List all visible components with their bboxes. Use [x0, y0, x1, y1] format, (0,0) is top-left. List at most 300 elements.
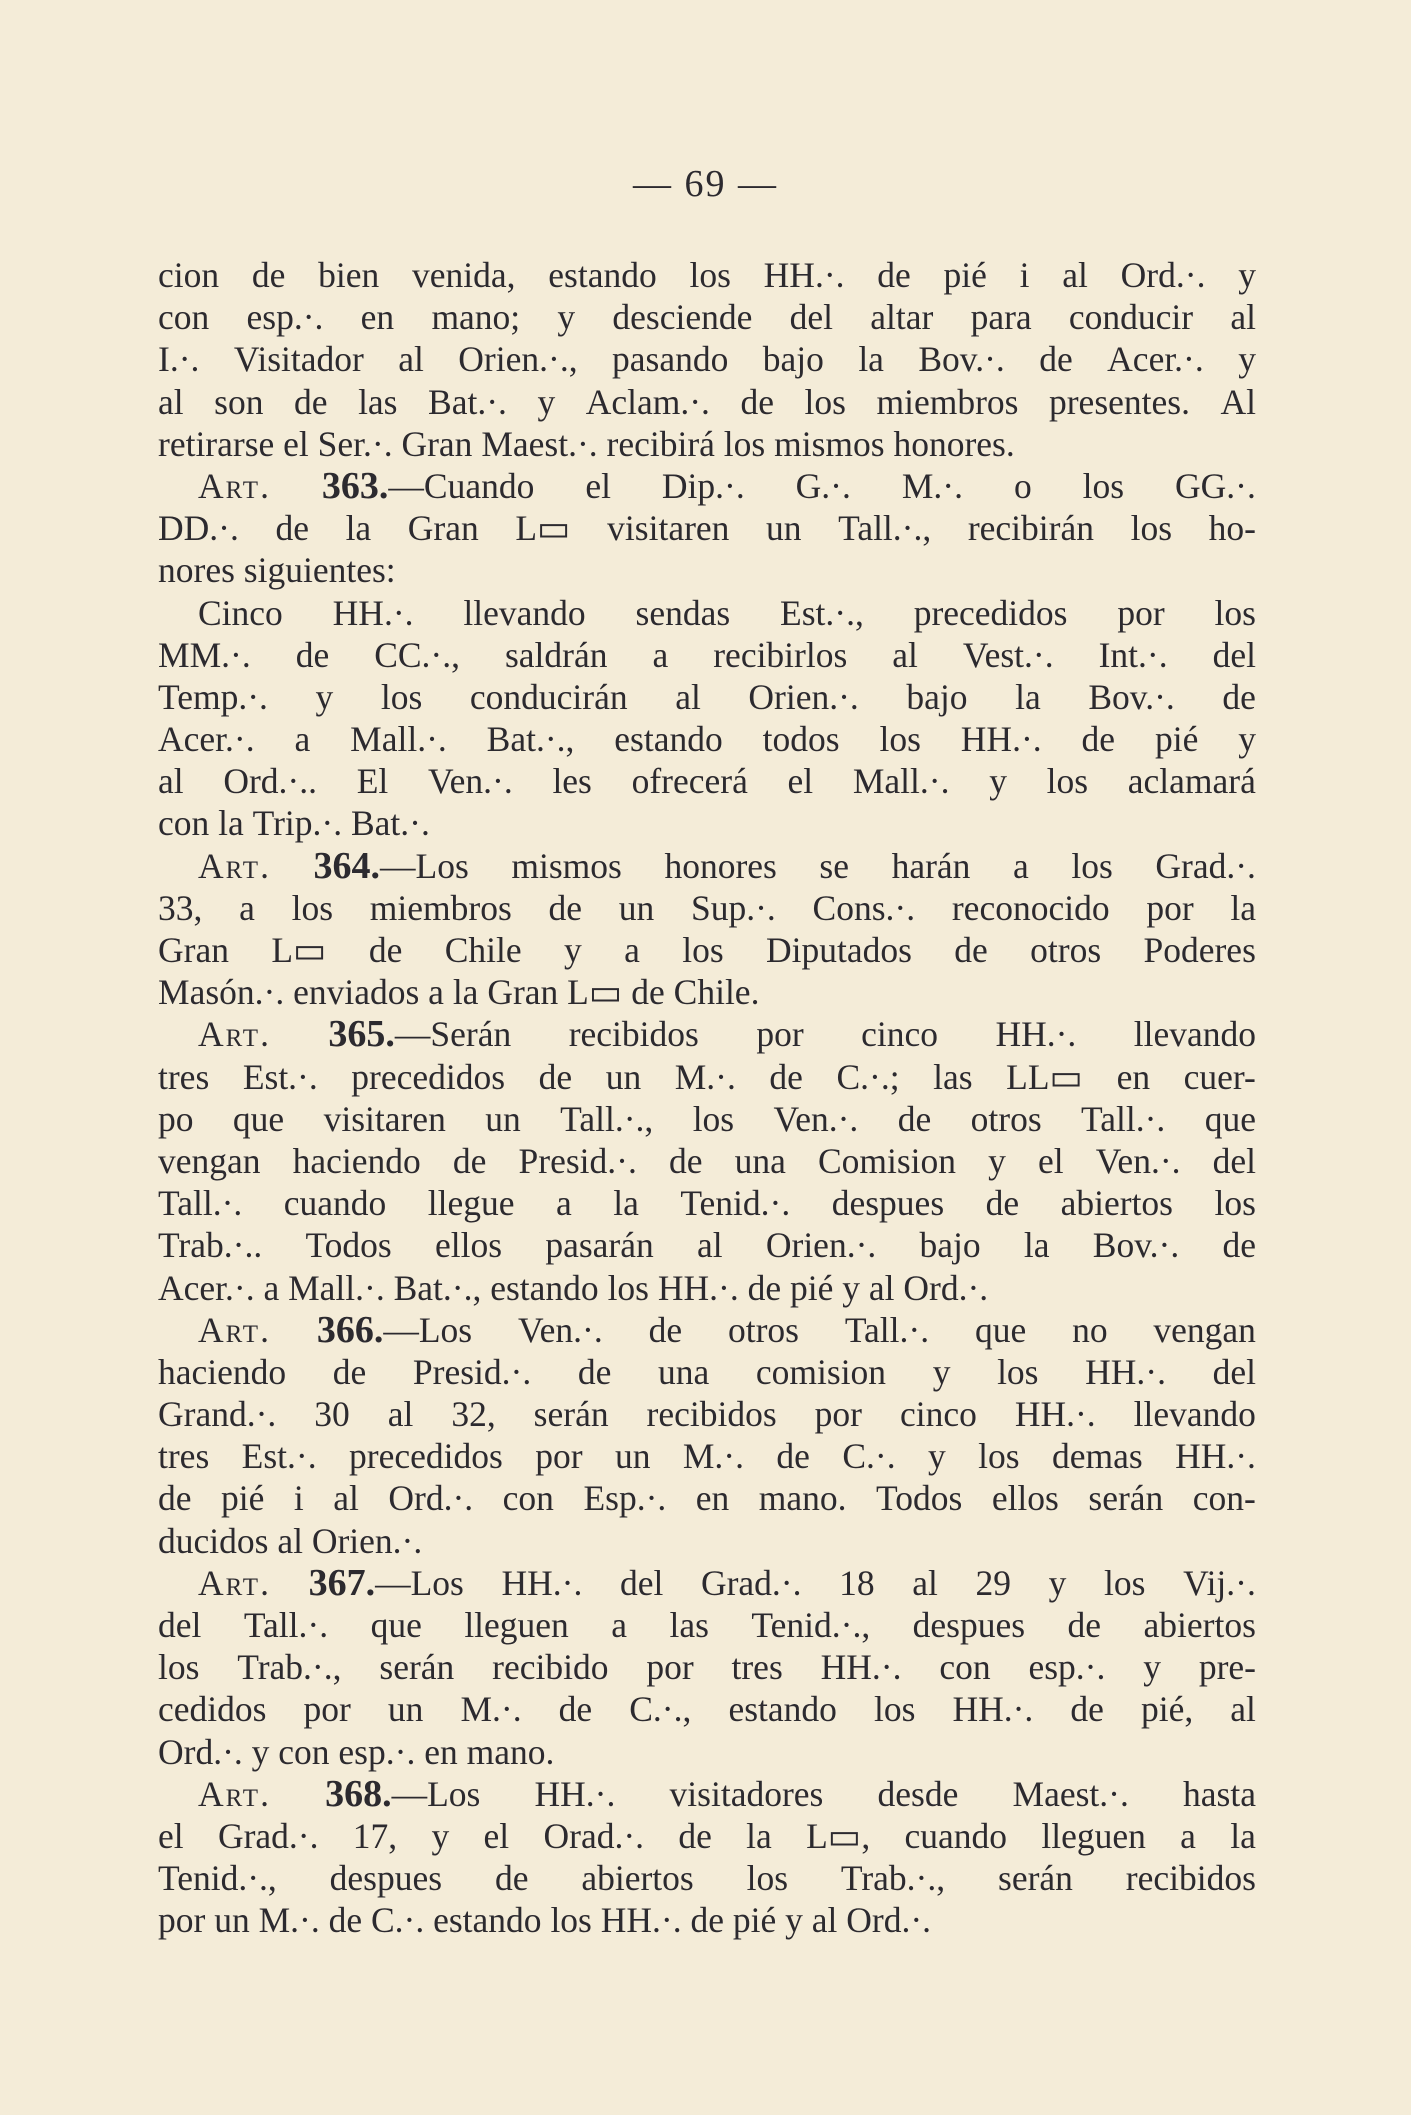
word: Chile. — [673, 972, 760, 1013]
word: pasando — [612, 339, 729, 380]
word: que — [370, 1605, 422, 1645]
word: otros — [970, 1098, 1042, 1139]
article-number: 368. — [325, 1772, 392, 1815]
text-line — [158, 1731, 1256, 1773]
word: aclamará — [1127, 761, 1256, 802]
word: cuando — [904, 1815, 1008, 1856]
word: de — [251, 255, 286, 295]
word: I.·. — [158, 339, 200, 380]
word: GG.·. — [1175, 465, 1256, 506]
word: despues — [329, 1858, 443, 1899]
word: los — [978, 1436, 1020, 1477]
word: por — [756, 1014, 804, 1055]
word: Int.·. — [1098, 634, 1168, 675]
word: y — [564, 930, 582, 970]
word: Gran — [487, 972, 559, 1013]
word: con — [939, 1647, 991, 1688]
article-lead — [309, 1562, 464, 1604]
word: Acer.·. — [1107, 339, 1204, 380]
text-line — [158, 1267, 1256, 1309]
word: llegue — [427, 1183, 515, 1224]
word: de — [295, 634, 330, 675]
article-heading-line — [158, 1013, 1256, 1055]
word: MM.·. — [158, 634, 251, 675]
word: los — [804, 381, 846, 422]
article-label: Art. — [198, 1309, 271, 1350]
word: ofrecerá — [631, 761, 748, 802]
word: Tenid.·., — [751, 1605, 871, 1645]
word: precedidos — [351, 1056, 506, 1097]
word: estando — [728, 1689, 837, 1730]
article-heading-line — [158, 1562, 1256, 1604]
word: precedidos — [349, 1436, 503, 1477]
word: el — [585, 465, 611, 506]
word: los — [1214, 592, 1256, 633]
word: de — [1039, 339, 1073, 380]
word: con — [278, 1731, 330, 1772]
text-line — [158, 887, 1256, 929]
word: de — [452, 1140, 487, 1181]
word: haciendo — [292, 1140, 421, 1181]
word: la — [613, 1183, 639, 1224]
word: serán — [533, 1394, 609, 1435]
word: en — [424, 1731, 458, 1772]
text-line — [158, 1857, 1256, 1899]
word: recibido — [492, 1647, 609, 1688]
word: Trab.·., — [840, 1858, 946, 1899]
word: de — [1070, 1689, 1104, 1730]
word: por — [535, 1436, 583, 1477]
body-text — [158, 254, 1256, 1942]
word: de — [577, 1351, 612, 1392]
text-line — [158, 1098, 1256, 1140]
word: un — [485, 1098, 521, 1139]
word: lleguen — [464, 1605, 569, 1645]
word: precedidos — [913, 592, 1068, 633]
word: 32, — [451, 1394, 496, 1435]
word: pié — [732, 1900, 777, 1941]
word: los — [1130, 508, 1173, 549]
word: Est.·. — [242, 1056, 318, 1097]
word: vengan — [158, 1140, 261, 1181]
word: de — [690, 1900, 724, 1941]
word: Orien.·., — [458, 339, 578, 380]
word: y — [1238, 255, 1256, 295]
word: C.·. — [370, 1900, 425, 1941]
word: Bov.·. — [918, 339, 1005, 380]
page-number: — 69 — — [633, 163, 778, 205]
word: y — [431, 1815, 450, 1856]
word: con — [158, 803, 210, 844]
word: de — [678, 1815, 712, 1856]
word: miembros — [369, 887, 512, 928]
word: la — [1230, 887, 1256, 928]
word: Orien.·. — [311, 1520, 423, 1561]
word: un — [766, 508, 802, 549]
word: de — [538, 1056, 573, 1097]
word: la — [345, 508, 372, 549]
word: con- — [1192, 1478, 1256, 1519]
word: —Los — [375, 1562, 464, 1603]
word: despues — [912, 1605, 1026, 1645]
article-lead — [325, 1773, 480, 1815]
word: de — [1222, 676, 1256, 717]
word: los — [682, 930, 724, 970]
word: HH.·. — [534, 1773, 616, 1814]
word: Comision — [817, 1140, 957, 1181]
word: retirarse — [158, 423, 275, 464]
word: y — [315, 676, 334, 717]
word: recibidos — [568, 1014, 699, 1055]
word: HH.·. — [1175, 1436, 1256, 1477]
word: que — [232, 1098, 285, 1139]
word: los — [1046, 761, 1089, 802]
word: de — [877, 255, 911, 295]
word: Tall.·. — [844, 1309, 930, 1350]
word: Cons.·. — [812, 887, 916, 928]
word: la — [746, 1815, 772, 1856]
word: tres — [731, 1647, 783, 1688]
word: Chile — [444, 930, 522, 970]
text-line — [158, 507, 1256, 549]
word: sendas — [635, 592, 731, 633]
word: Ord.·.. — [223, 761, 317, 802]
word: esp.·. — [246, 297, 324, 338]
word: al — [675, 676, 701, 717]
word: Diputados — [766, 930, 912, 970]
word: HH.·. — [952, 1689, 1034, 1730]
word: ducidos — [158, 1520, 269, 1561]
word: al — [696, 1225, 723, 1266]
word: de — [631, 972, 665, 1013]
article-number: 365. — [328, 1013, 395, 1056]
word: HH.·. — [763, 255, 845, 295]
word: al — [912, 1562, 938, 1603]
word: del — [158, 1605, 202, 1645]
word: de — [747, 1267, 782, 1308]
word: mano. — [758, 1478, 847, 1519]
word: bien — [318, 255, 380, 295]
word: altar — [870, 297, 934, 338]
article-heading-line — [158, 465, 1256, 507]
word: por — [303, 1689, 351, 1730]
word: Ven.·. — [517, 1309, 603, 1350]
word: despues — [831, 1183, 945, 1224]
word: visitaren — [607, 508, 730, 549]
word: por — [814, 1394, 862, 1435]
word: al — [387, 1394, 414, 1435]
word: Bat.·., — [486, 719, 575, 760]
word: llevando — [1133, 1014, 1256, 1055]
word: Ord.·. — [1120, 255, 1206, 295]
word: un — [614, 1436, 651, 1477]
word: pié — [790, 1267, 834, 1308]
word: del — [789, 297, 834, 338]
word: pié — [221, 1478, 265, 1519]
word: M.·. — [901, 465, 963, 506]
word: abiertos — [1060, 1183, 1174, 1224]
word: los — [291, 887, 334, 928]
word: Bat.·., — [393, 1267, 482, 1308]
word: Ord.·. — [903, 1267, 989, 1308]
word: Esp.·. — [583, 1478, 667, 1519]
text-line — [158, 423, 1256, 465]
word: mano. — [466, 1731, 555, 1772]
word: de — [1222, 1225, 1256, 1266]
word: L▭ — [567, 972, 623, 1013]
word: visitaren — [323, 1098, 446, 1139]
word: las — [358, 381, 398, 422]
word: los — [1071, 845, 1113, 886]
word: que — [974, 1309, 1027, 1350]
word: al — [333, 1478, 359, 1519]
word: los — [746, 1858, 789, 1899]
word: al — [1230, 297, 1256, 338]
word: recibirán — [967, 508, 1094, 549]
word: se — [819, 845, 849, 886]
word: —Serán — [394, 1014, 512, 1055]
word: la — [858, 339, 884, 380]
word: Mall.·. — [350, 719, 447, 760]
word: Maest.·. — [1012, 1773, 1129, 1814]
word: la — [1023, 1225, 1050, 1266]
word: de — [897, 1098, 932, 1139]
word: tres — [158, 1056, 210, 1097]
word: Cinco — [198, 592, 283, 633]
text-line — [158, 760, 1256, 802]
word: son — [214, 381, 264, 422]
word: al — [1230, 1689, 1256, 1730]
text-line — [158, 1140, 1256, 1182]
text-line — [158, 1351, 1256, 1393]
word: Bov.·. — [1088, 676, 1175, 717]
word: M.·. — [258, 1900, 320, 1941]
word: por — [1117, 592, 1165, 633]
word: en — [695, 1478, 730, 1519]
word: de — [368, 930, 403, 970]
word: pre- — [1198, 1647, 1256, 1688]
article-heading-line — [158, 845, 1256, 887]
word: el — [483, 1815, 510, 1856]
word: recibirlos — [713, 634, 848, 675]
word: Grad.·. — [700, 1562, 802, 1603]
word: un — [387, 1689, 424, 1730]
word: de — [769, 1056, 803, 1097]
word: de — [1067, 1605, 1102, 1645]
word: les — [552, 761, 592, 802]
text-line — [158, 1646, 1256, 1688]
word: a — [428, 972, 444, 1013]
word: pasarán — [545, 1225, 654, 1266]
word: y — [537, 381, 556, 422]
text-line — [158, 338, 1256, 380]
article-label: Art. — [198, 1562, 271, 1603]
word: del — [1212, 1140, 1256, 1181]
word: ellos — [435, 1225, 503, 1266]
word: desciende — [612, 297, 753, 338]
word: Temp.·. — [158, 676, 268, 717]
text-line — [158, 802, 1256, 844]
word: cinco — [861, 1014, 938, 1055]
word: y — [785, 1900, 803, 1941]
word: por — [1146, 887, 1194, 928]
word: la — [1015, 676, 1041, 717]
text-line — [158, 718, 1256, 760]
word: Al — [1220, 381, 1256, 422]
article-heading-line — [158, 1773, 1256, 1815]
word: po — [158, 1098, 194, 1139]
word: Tall.·. — [158, 1183, 243, 1224]
word: comision — [755, 1351, 887, 1392]
word: estando — [433, 1900, 542, 1941]
word: los — [1214, 1183, 1256, 1224]
word: por — [158, 1900, 206, 1941]
word: serán — [998, 1858, 1073, 1899]
word: el — [158, 1815, 184, 1856]
text-line — [158, 1056, 1256, 1098]
word: Grad.·. — [1155, 845, 1256, 886]
word: L▭, — [806, 1815, 871, 1856]
text-line — [158, 254, 1256, 296]
word: los — [1082, 465, 1125, 506]
word: y — [932, 1351, 951, 1392]
word: un — [214, 1900, 250, 1941]
article-lead — [314, 845, 469, 887]
word: la — [452, 972, 479, 1013]
word: a — [1180, 1815, 1196, 1856]
word: Sup.·. — [690, 887, 776, 928]
word: de — [294, 381, 328, 422]
article-label: Art. — [198, 1014, 271, 1055]
word: haciendo — [158, 1351, 287, 1392]
word: cion — [158, 255, 220, 295]
word: enviados — [293, 972, 420, 1013]
text-line — [158, 1688, 1256, 1730]
word: en — [1116, 1056, 1151, 1097]
word: honores. — [893, 423, 1015, 464]
text-line — [158, 1899, 1256, 1941]
word: Ord.·. — [158, 1731, 243, 1772]
word: de — [954, 930, 988, 970]
word: Mall.·. — [288, 1267, 385, 1308]
word: pié — [1154, 719, 1199, 760]
article-number: 367. — [308, 1561, 376, 1604]
word: vengan — [1153, 1309, 1256, 1350]
word: Gran — [401, 423, 473, 464]
word: siguientes: — [243, 550, 396, 591]
word: serán — [379, 1647, 455, 1688]
word: a — [263, 1267, 280, 1308]
text-line — [158, 1477, 1256, 1519]
word: llevando — [1133, 1394, 1256, 1435]
text-line — [158, 971, 1256, 1013]
word: los — [879, 719, 921, 760]
word: lleguen — [1041, 1815, 1146, 1856]
word: una — [734, 1140, 786, 1181]
word: hasta — [1183, 1773, 1256, 1814]
word: de — [558, 1689, 593, 1730]
word: y — [842, 1267, 860, 1308]
word: 30 — [314, 1394, 350, 1435]
word: abiertos — [581, 1858, 694, 1899]
word: visitadores — [669, 1773, 824, 1814]
article-label: Art. — [198, 465, 271, 506]
word: —Cuando — [388, 465, 535, 506]
word: Ser.·. — [317, 423, 393, 464]
word: no — [1072, 1309, 1108, 1350]
word: C.·. — [842, 1436, 896, 1477]
word: bajo — [906, 676, 968, 717]
word: L▭ — [271, 930, 327, 970]
word: pié — [943, 255, 987, 295]
word: Ven.·. — [773, 1098, 859, 1139]
word: del — [1212, 1351, 1256, 1392]
word: esp.·. — [1028, 1647, 1106, 1688]
word: a — [652, 634, 669, 675]
word: de — [158, 1478, 192, 1519]
word: los — [158, 1647, 200, 1688]
word: y — [927, 1436, 946, 1477]
article-label: Art. — [198, 845, 271, 886]
word: a — [624, 930, 640, 970]
word: a — [1013, 845, 1029, 886]
word: Grad.·. — [217, 1815, 319, 1856]
word: ho- — [1208, 508, 1256, 549]
text-line — [158, 634, 1256, 676]
word: y — [989, 761, 1007, 802]
word: Trab.·., — [237, 1647, 342, 1688]
word: abiertos — [1143, 1605, 1256, 1645]
word: Vest.·. — [962, 634, 1054, 675]
text-line — [158, 676, 1256, 718]
word: recibirá — [606, 423, 715, 464]
word: L▭ — [515, 508, 571, 549]
text-line — [158, 1393, 1256, 1435]
word: HH.·. — [332, 592, 414, 633]
word: de — [332, 1351, 367, 1392]
word: los — [689, 255, 731, 295]
word: del — [619, 1562, 664, 1603]
word: Tenid.·. — [680, 1183, 791, 1224]
word: —Los — [383, 1309, 473, 1350]
word: Grand.·. — [158, 1394, 277, 1435]
word: estando — [490, 1267, 599, 1308]
word: desde — [877, 1773, 959, 1814]
word: Mall.·. — [852, 761, 950, 802]
word: saldrán — [504, 634, 608, 675]
word: los — [380, 676, 423, 717]
word: HH.·. — [820, 1647, 902, 1688]
word: Ven.·. — [1095, 1140, 1181, 1181]
word: Tall.·. — [243, 1605, 329, 1645]
article-lead — [328, 1013, 511, 1055]
word: tres — [158, 1436, 210, 1477]
word: y — [1238, 719, 1256, 760]
word: M.·. — [460, 1689, 522, 1730]
word: honores — [664, 845, 777, 886]
word: un — [618, 887, 655, 928]
word: o — [1013, 465, 1032, 506]
word: Orien.·. — [748, 676, 859, 717]
word: llevando — [463, 592, 586, 633]
word: conducir — [1068, 297, 1194, 338]
word: de — [1081, 719, 1116, 760]
word: 33, — [158, 887, 203, 928]
word: los — [692, 1098, 735, 1139]
word: ellos — [991, 1478, 1059, 1519]
word: los — [550, 1900, 592, 1941]
word: HH.·. — [1014, 1394, 1096, 1435]
